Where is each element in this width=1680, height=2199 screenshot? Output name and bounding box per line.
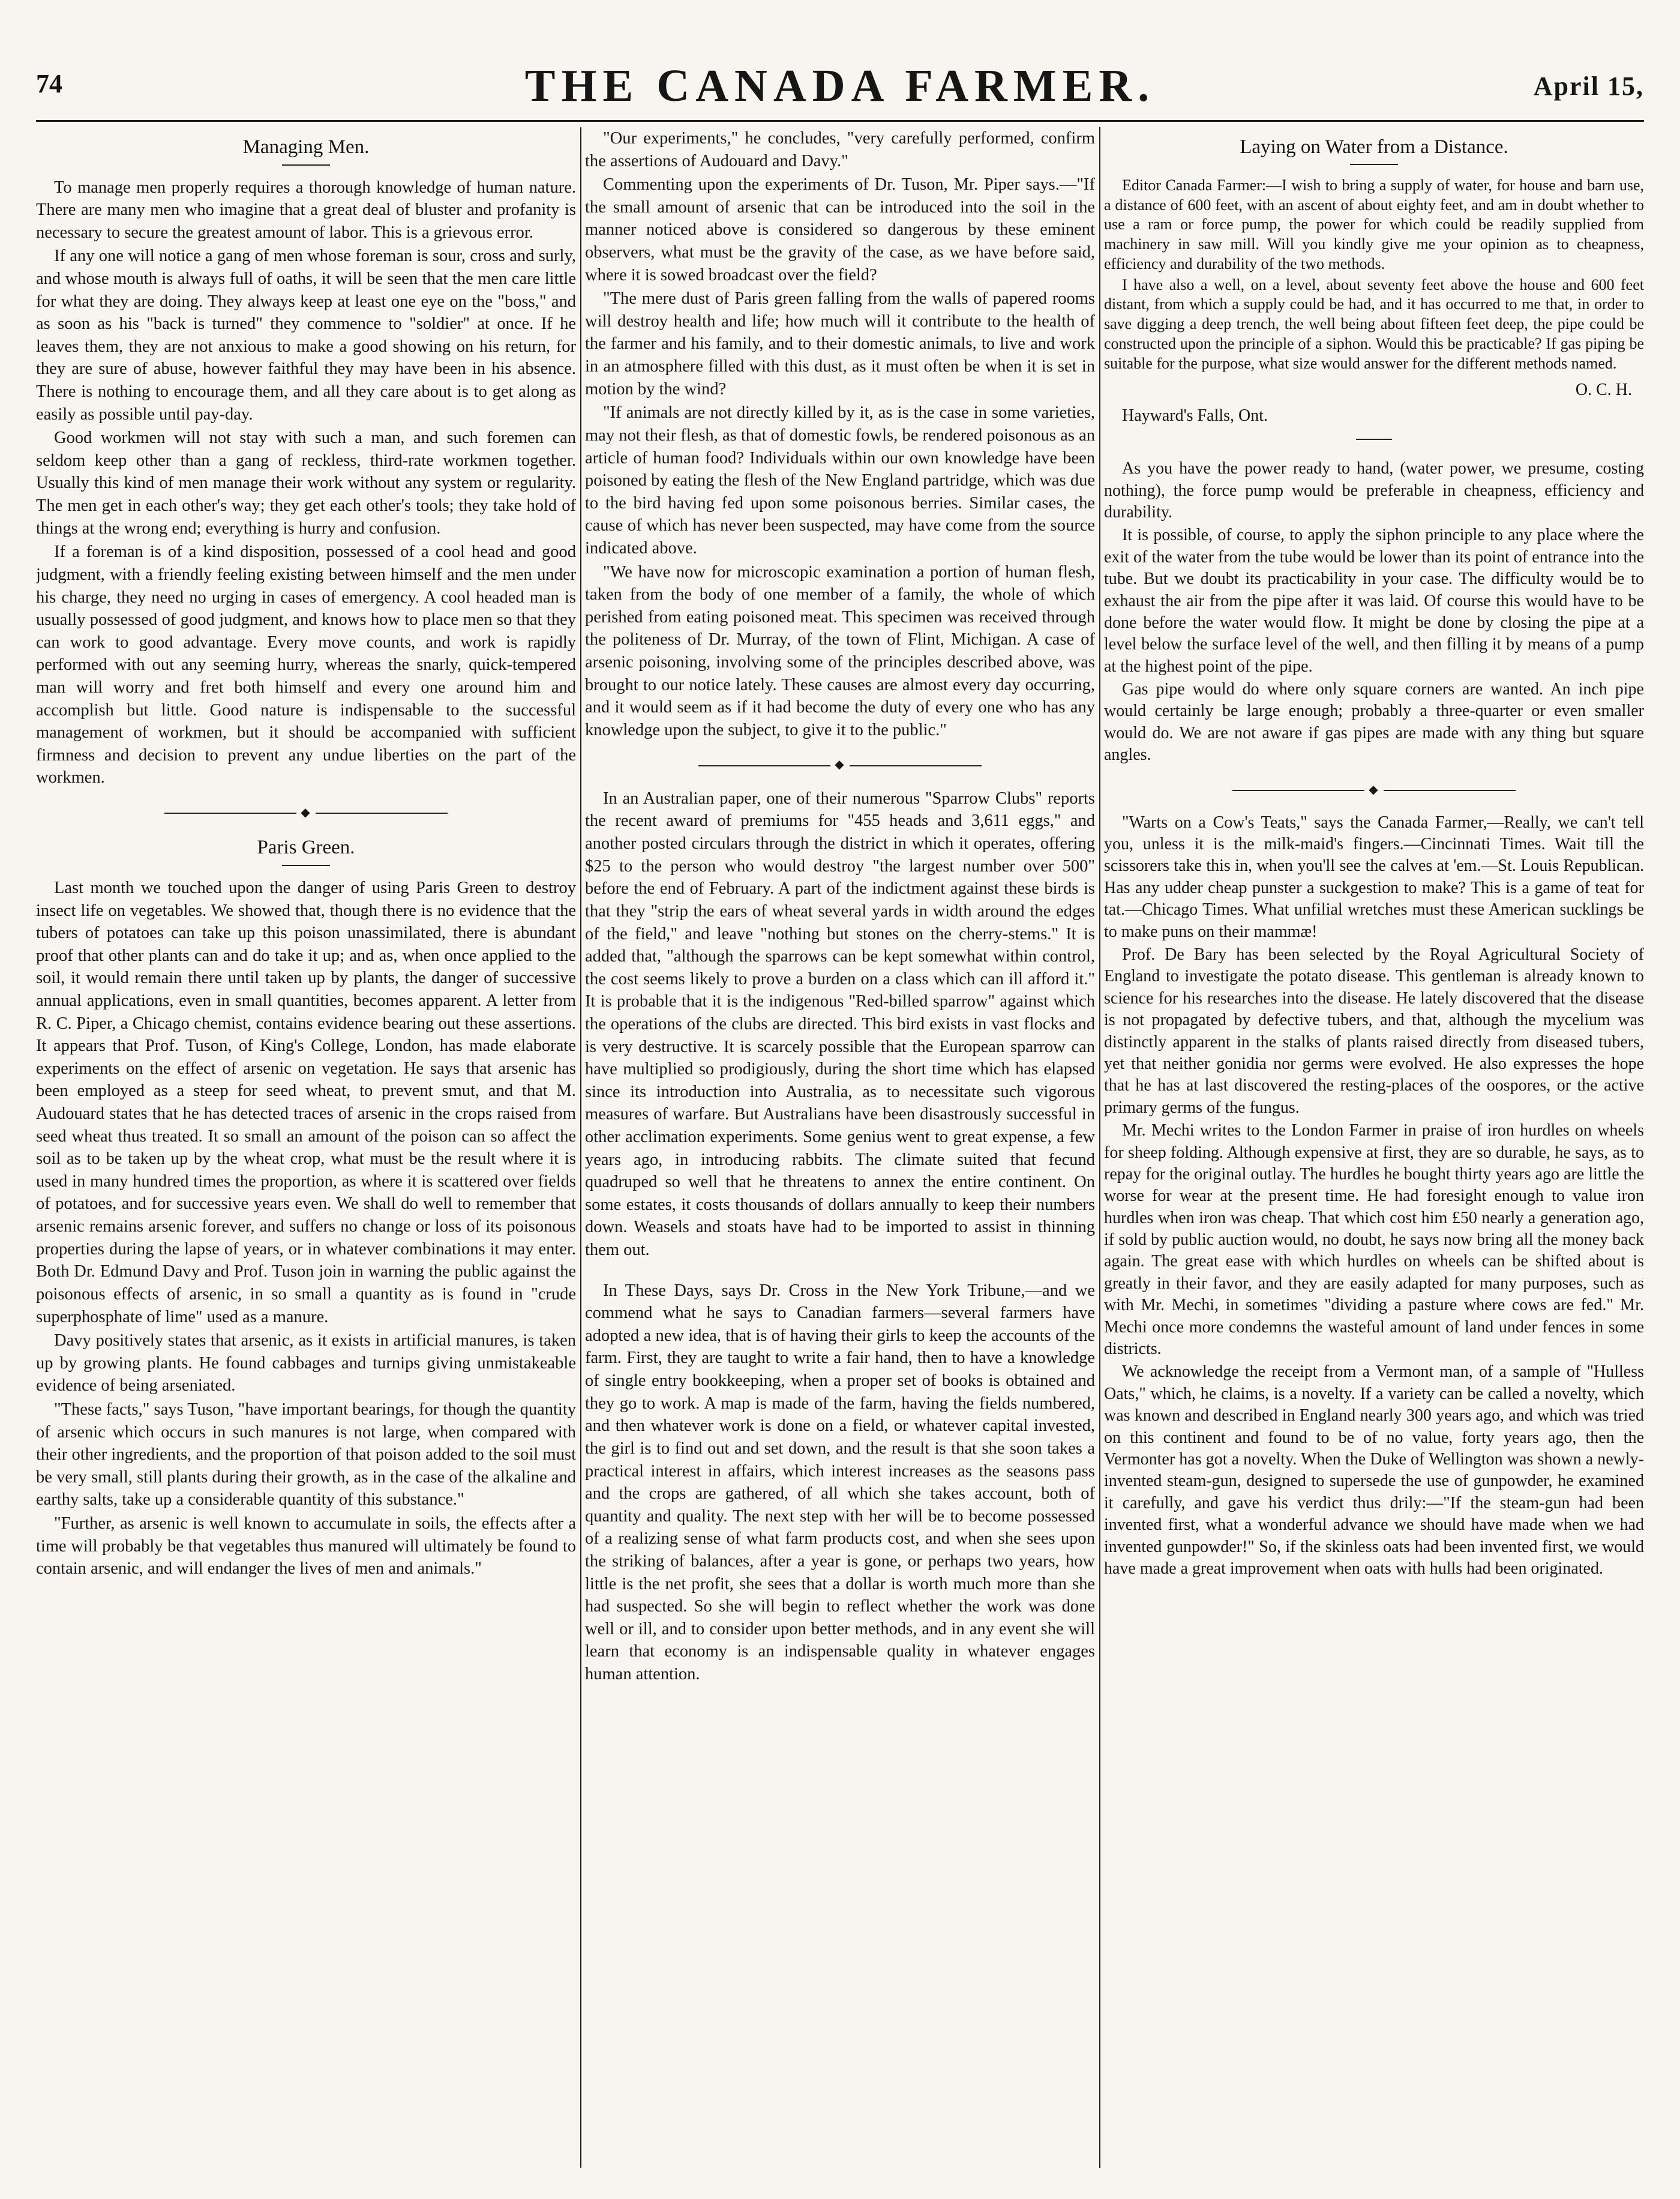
page-number: 74 [36, 69, 62, 98]
title-rule [1350, 164, 1398, 165]
title-rule [282, 865, 330, 866]
column-3 [1104, 127, 1644, 2168]
paragraph: In These Days, says Dr. Cross in the New York Tribune,—and we commend what he says to Canadian farmers—several farmers have adopted a new idea, that is of having their girls to keep the accounts of the farm. First, they are taught to write a fair hand, then to have a knowledge of single entry bookkeeping, when a proper set of books is obtained and they go to work. A map is made of the farm, having the fields numbered, and then whatever work is done on a field, or whatever capital invested, the girl is to find out and set down, and the result is that she soon takes a practical interest in affairs, which interest increases as the seasons pass and the crops are gathered, of all which she takes account, both of quantity and quality. The next step with her will be to become possessed of a realizing sense of what farm products cost, and when she sees upon the striking of balances, after a year is gone, or perhaps two years, how little is the net profit, she sees that a dollar is worth much more than she had suspected. So she will begin to reflect whether the work was done well or ill, and to consider upon better methods, and in any event she will learn that economy is an indispensable quality in whatever engages human attention. [585, 1281, 1095, 1683]
paragraph: "These facts," says Tuson, "have important bearings, for though the quantity of arsenic which occurs in such manures is not large, when compared with their other ingredients, and the proportion of that poison added to the soil must be very small, still plants during their growth, as in the case of the alkaline and earthy salts, take up a considerable quantity of this substance." [36, 1400, 576, 1509]
paragraph: "If animals are not directly killed by it, as is the case in some varieties, may not their flesh, as that of domestic fowls, be rendered poisonous as an article of human food? Individuals within our own knowledge have been poisoned by eating the flesh of the New England partridge, which was due to the bird having fed upon some poisonous berries. Similar cases, the cause of which has never been suspected, may have come from the source indicated above. [585, 403, 1095, 558]
paragraph: Editor Canada Farmer:—I wish to bring a supply of water, for house and barn use, a distance of 600 feet, with an ascent of about eighty feet, and am in doubt whether to use a ram or force pump, the power for which could be readily supplied from machinery in saw mill. Will you kindly give me your opinion as to cheapness, efficiency and durability of the two methods. [1104, 176, 1644, 272]
paragraph: "Our experiments," he concludes, "very carefully performed, confirm the assertions of Audouard and Davy." [585, 129, 1095, 170]
paragraph: If any one will notice a gang of men whose foreman is sour, cross and surly, and whose mouth is always full of oaths, it will be seen that the men care little for what they are doing. They always keep at least one eye on the "boss," and as soon as his "back is turned" they commence to "soldier" at once. If he leaves them, they are not anxious to make a good showing on his return, for they are sure of abuse, however faithful they may have been in his absence. There is nothing to encourage them, and all they care about is to get along as easily as possible until pay-day. [36, 247, 576, 424]
article-title: Managing Men. [242, 136, 370, 158]
paragraph: Good workmen will not stay with such a man, and such foremen can seldom keep other than a gang of reckless, third-rate workmen together. Usually this kind of men manage their work without any system or regularity. The men get in each other's way; they get each other's tools; they take hold of things at the wrong end; everything is hurry and confusion. [36, 429, 576, 538]
paragraph: "The mere dust of Paris green falling from the walls of papered rooms will destroy health and life; how much will it contribute to the health of the farmer and his family, and to their domestic animals, to live and work in an atmosphere filled with this dust, as it must often be when it is set in motion by the wind? [585, 289, 1095, 399]
paragraph: Last month we touched upon the danger of using Paris Green to destroy insect life on vegetables. We showed that, though there is no evidence that the tubers of potatoes can take up this poison unassimilated, there is abundant proof that other plants can and do take it up; and as, when once applied to the soil, it would remain there until taken up by plants, the danger of successive annual applications, even in small quantities, becomes apparent. A letter from R. C. Piper, a Chicago chemist, contains evidence bearing out these assertions. It appears that Prof. Tuson, of King's College, London, has made elaborate experiments on the effect of arsenic on vegetation. He says that arsenic has been employed as a steep for seed wheat, to prevent smut, and that M. Audouard states that he has detected traces of arsenic in the crops raised from seed wheat thus treated. It so small an amount of the poison can so affect the soil as to be taken up by the wheat crop, what must be the result where it is used in many hundred times the proportion, as where it is scattered over fields of potatoes, and for successive years even. We shall do well to remember that arsenic remains arsenic forever, and suffers no change or loss of its poisonous properties during the lapse of years, or in whatever combinations it may enter. Both Dr. Edmund Davy and Prof. Tuson join in warning the public against the poisonous effects of arsenic, in so small a quantity as is found in "crude superphosphate of lime" used as a manure. [36, 878, 576, 1326]
paragraph: "Further, as arsenic is well known to accumulate in soils, the effects after a time will probably be that vegetables thus manured will ultimately be found to contain arsenic, and will endanger the lives of men and animals." [36, 1514, 576, 1578]
paragraph: We acknowledge the receipt from a Vermont man, of a sample of "Hulless Oats," which, he claims, is a novelty. If a variety can be called a novelty, which was known and described in England nearly 300 years ago, and which was tried on this continent and found to be of no value, forty years ago, then the Vermonter has got a novelty. When the Duke of Wellington was shown a newly-invented steam-gun, designed to supersede the use of gunpowder, he examined it carefully, and gave his verdict thus drily:—"If the steam-gun had been invented first, what a wonderful advance we should have made when we had invented gunpowder!" So, if the skinless oats had been invented first, we would have made a great improvement when oats with hulls had been originated. [1104, 1362, 1644, 1578]
letter-place: Hayward's Falls, Ont. [1122, 406, 1268, 425]
paragraph: I have also a well, on a level, about seventy feet above the house and 600 feet distant, from which a supply could be had, and it has occurred to me that, in order to save digging a deep trench, the well being about fifteen feet deep, the pipe could be constructed upon the principle of a siphon. Would this be practicable? If gas piping be suitable for the purpose, what size would answer for the different methods named. [1104, 275, 1644, 372]
article-title: Laying on Water from a Distance. [1240, 136, 1508, 158]
paragraph: "Warts on a Cow's Teats," says the Canada Farmer,—Really, we can't tell you, unless it is the milk-maid's fingers.—Cincinnati Times. Wait till the scissorers take this in, when you'll see the calves at 'em.—St. Louis Republican. Has any udder cheap punster a suckgestion to make? This is a game of teat for tat.—Chicago Times. What unfilial wretches must these American sucklings be to make puns on their mammæ! [1104, 813, 1644, 941]
letter-signature: O. C. H. [1575, 381, 1632, 400]
title-rule [1356, 439, 1392, 440]
section-divider: ◆ [36, 805, 576, 820]
article-title: Paris Green. [257, 837, 355, 859]
masthead [36, 60, 1644, 120]
paragraph: To manage men properly requires a thorough knowledge of human nature. There are many men who imagine that a great deal of bluster and profanity is necessary to secure the greatest amount of labor. This is a grievous error. [36, 178, 576, 242]
paragraph: If a foreman is of a kind disposition, possessed of a cool head and good judgment, with a friendly feeling existing between himself and the men under his charge, they need no urging in cases of emergency. A cool headed man is usually possessed of good judgment, and knows how to place men so that they can work to good advantage. Every move counts, and work is rapidly performed with out any seeming hurry, whereas the snarly, quick-tempered man will worry and fret both himself and every one around him and accomplish but little. Good nature is indispensable to the successful management of workmen, but it should be accompanied with sufficient firmness and decision to prevent any undue liberties on the part of the workmen. [36, 543, 576, 787]
paragraph: Prof. De Bary has been selected by the Royal Agricultural Society of England to investigate the potato disease. This gentleman is already known to science for his researches into the disease. He lately discovered that the disease is not propagated by defective tubers, and that, although the mycelium was distinctly apparent in the stalks of plants raised directly from diseased tubers, yet that neither gonidia nor germs were evolved. He also expresses the hope that he has at last discovered the resting-places of the oospores, or the active primary germs of the fungus. [1104, 945, 1644, 1117]
masthead-rule [36, 120, 1644, 122]
paragraph: "We have now for microscopic examination a portion of human flesh, taken from the body of one member of a family, the whole of which perished from eating poisoned meat. This specimen was received through the politeness of Dr. Murray, of the town of Flint, Michigan. A case of arsenic poisoning, involving some of the principles described above, was brought to our notice lately. These causes are almost every day occurring, and it would seem as if it had become the duty of every one who has any knowledge upon the subject, to give it to the public." [585, 562, 1095, 739]
paragraph: It is possible, of course, to apply the siphon principle to any place where the exit of the water from the tube would be lower than its point of entrance into the tube. But we doubt its practicability in your case. The difficulty would be to exhaust the air from the pipe after it was laid. Of course this would have to be done before the water would flow. It might be done by closing the pipe at a level below the surface level of the well, and then filling it by means of a pump at the highest point of the pipe. [1104, 526, 1644, 676]
column-rule [580, 127, 581, 2168]
paragraph: In an Australian paper, one of their numerous "Sparrow Clubs" reports the recent award of premiums for "455 heads and 3,611 eggs," and another posted circulars through the district in which it operates, offering $25 to the person who would destroy "the largest number over 500" before the end of February. A part of the indictment against these birds is that they "strip the ears of wheat several yards in width around the edges of the field," and leave "nothing but stones on the cherry-stems." It is added that, "although the sparrows can be kept somewhat within control, the cost seems likely to prove a burden on a class which can ill afford it." It is probable that it is the indigenous "Red-billed sparrow" against which the operations of the clubs are directed. This bird exists in vast flocks and is very destructive. It is scarcely possible that the European sparrow can have multiplied so prodigiously, during the short time which has elapsed since its introduction into Australia, as to necessitate such vigorous measures of warfare. But Australians have been disastrously successful in other acclimation experiments. Some genius went to great expense, a few years ago, in introducing rabbits. The climate suited that fecund quadruped so well that he threatens to annex the entire continent. On some estates, it costs thousands of dollars annually to keep their numbers down. Weasels and stoats have had to be imported to assist in thinning them out. [585, 789, 1095, 1260]
paragraph: Mr. Mechi writes to the London Farmer in praise of iron hurdles on wheels for sheep folding. Although expensive at first, they are so durable, he says, as to repay for the original outlay. The hurdles he bought thirty years ago are little the worse for wear at the present time. He had foresight enough to value iron hurdles when iron was cheap. That which cost him £50 nearly a generation ago, if sold by public auction would, no doubt, he says now bring all the money back again. The great ease with which hurdles on wheels can be shifted about is greatly in their favor, and they are easily adapted for many purposes, such as with Mr. Mechi, in sometimes "dividing a pasture where cows are fed." Mr. Mechi once more condemns the wasteful amount of land under fences in some districts. [1104, 1121, 1644, 1359]
paragraph: Commenting upon the experiments of Dr. Tuson, Mr. Piper says.—"If the small amount of arsenic that can be introduced into the soil in the manner noticed above is considered so dangerous by these eminent observers, what must be the gravity of the case, as we have before said, where it is sowed broadcast over the field? [585, 175, 1095, 284]
column-2 [585, 127, 1095, 2168]
section-divider: ◆ [1104, 782, 1644, 798]
column-1 [36, 127, 576, 2168]
letter-to-editor [1104, 176, 1644, 374]
paragraph: Davy positively states that arsenic, as it exists in artificial manures, is taken up by growing plants. He found cabbages and turnips giving unmistakeable evidence of being arseniated. [36, 1331, 576, 1395]
column-rule [1099, 127, 1100, 2168]
section-divider: ◆ [585, 757, 1095, 772]
paragraph: As you have the power ready to hand, (water power, we presume, costing nothing), the force pump would be preferable in cheapness, efficiency and durability. [1104, 459, 1644, 522]
newspaper-title: THE CANADA FARMER. [524, 61, 1156, 111]
title-rule [282, 164, 330, 166]
issue-date: April 15, [1533, 71, 1644, 101]
paragraph: Gas pipe would do where only square corners are wanted. An inch pipe would certainly be large enough; probably a three-quarter or even smaller would do. We are not aware if gas pipes are made with any thing but square angles. [1104, 680, 1644, 765]
